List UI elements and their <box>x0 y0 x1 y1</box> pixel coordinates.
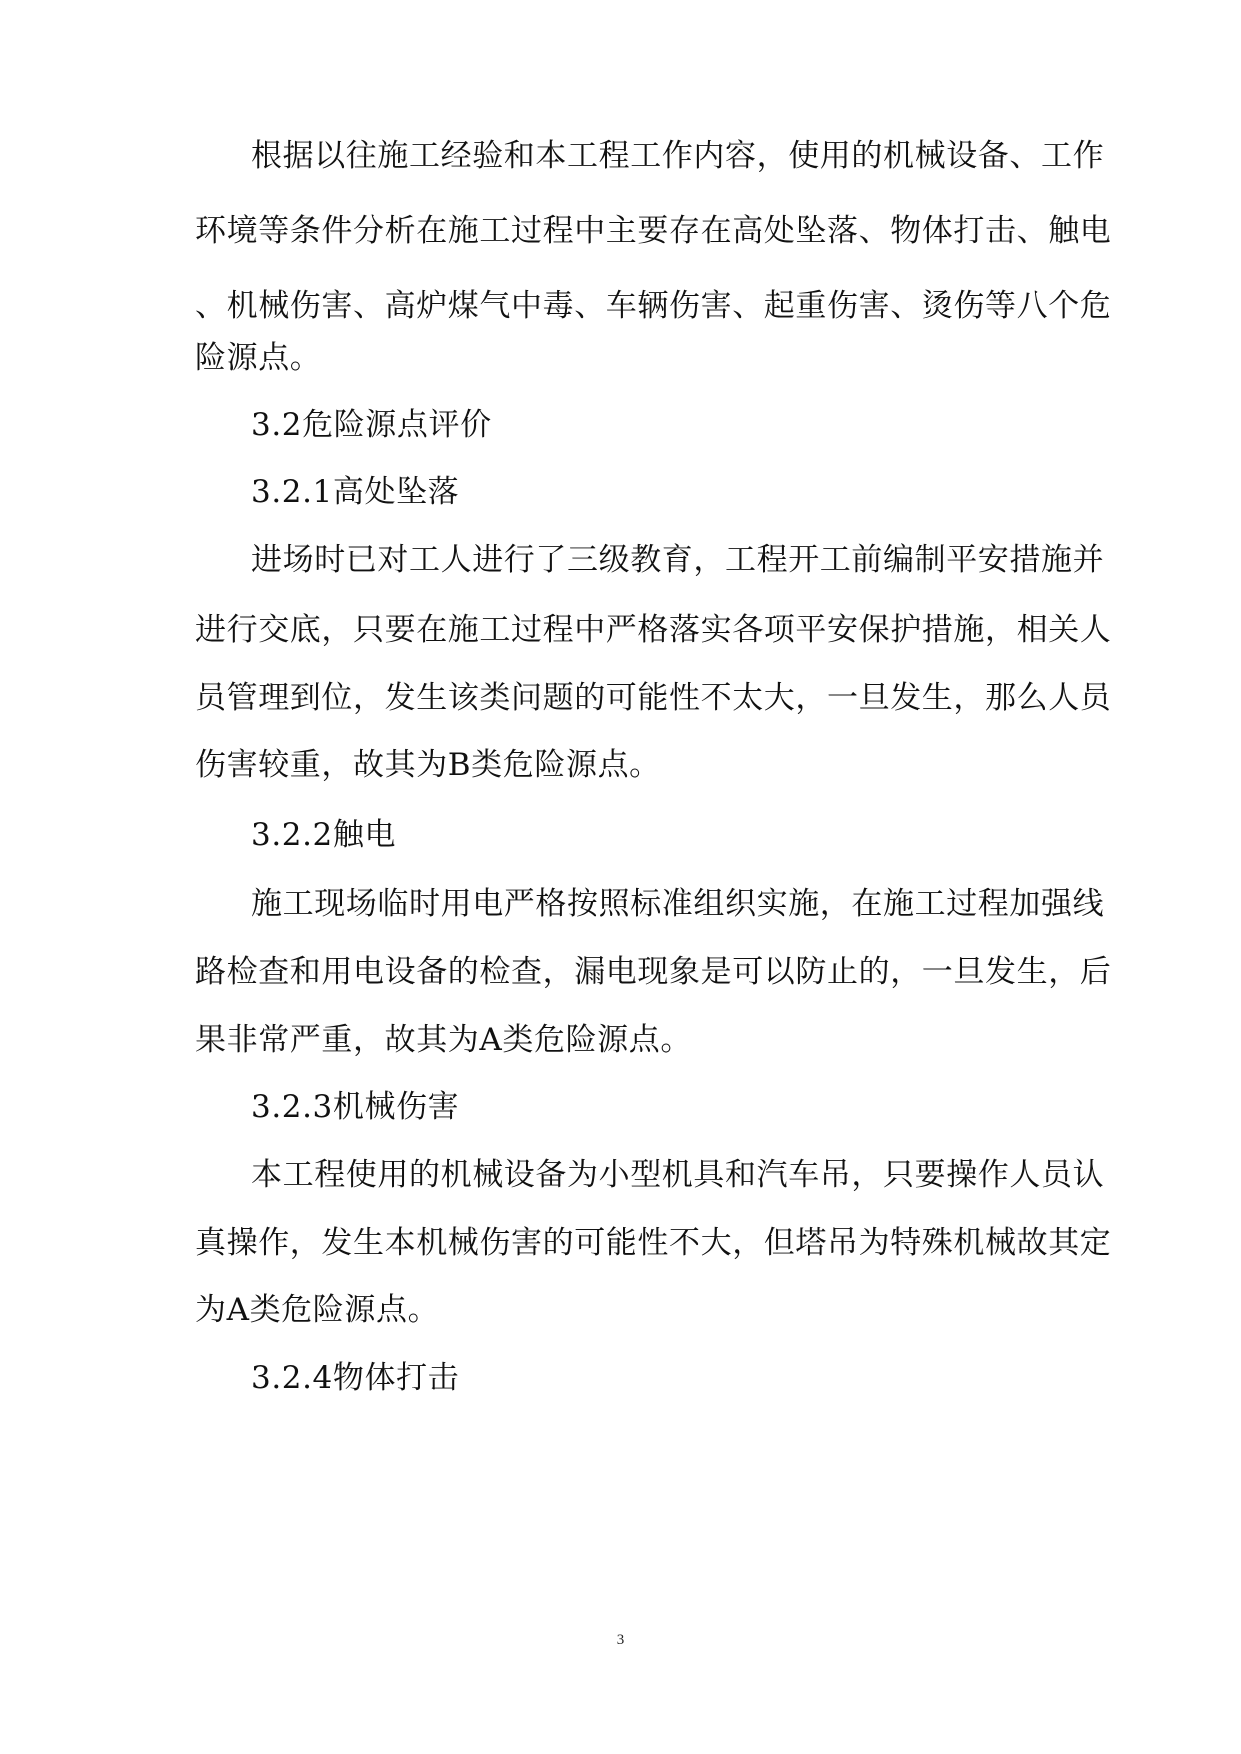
paragraph-line: 为A类危险源点。 <box>195 1292 440 1328</box>
subsection-heading: 3.2.2触电 <box>251 817 397 853</box>
paragraph-line: 施工现场临时用电严格按照标准组织实施，在施工过程加强线 <box>251 886 1105 922</box>
paragraph-line: 进行交底，只要在施工过程中严格落实各项平安保护措施，相关人 <box>195 612 1112 648</box>
paragraph-line: 根据以往施工经验和本工程工作内容，使用的机械设备、工作 <box>251 138 1105 174</box>
section-heading: 3.2危险源点评价 <box>251 407 492 443</box>
paragraph-line: 路检查和用电设备的检查，漏电现象是可以防止的，一旦发生，后 <box>195 954 1112 990</box>
paragraph-line: 险源点。 <box>195 340 322 376</box>
subsection-heading: 3.2.1高处坠落 <box>251 474 460 510</box>
paragraph-line: 、机械伤害、高炉煤气中毒、车辆伤害、起重伤害、烫伤等八个危 <box>195 288 1112 324</box>
subsection-heading: 3.2.3机械伤害 <box>251 1089 460 1125</box>
subsection-heading: 3.2.4物体打击 <box>251 1360 460 1396</box>
page-number: 3 <box>616 1632 625 1648</box>
paragraph-line: 伤害较重，故其为B类危险源点。 <box>195 747 661 783</box>
paragraph-line: 本工程使用的机械设备为小型机具和汽车吊，只要操作人员认 <box>251 1157 1105 1193</box>
paragraph-line: 进场时已对工人进行了三级教育，工程开工前编制平安措施并 <box>251 542 1105 578</box>
paragraph-line: 员管理到位，发生该类问题的可能性不太大，一旦发生，那么人员 <box>195 680 1112 716</box>
paragraph-line: 环境等条件分析在施工过程中主要存在高处坠落、物体打击、触电 <box>195 213 1112 249</box>
paragraph-line: 果非常严重，故其为A类危险源点。 <box>195 1022 692 1058</box>
paragraph-line: 真操作，发生本机械伤害的可能性不大，但塔吊为特殊机械故其定 <box>195 1225 1112 1261</box>
